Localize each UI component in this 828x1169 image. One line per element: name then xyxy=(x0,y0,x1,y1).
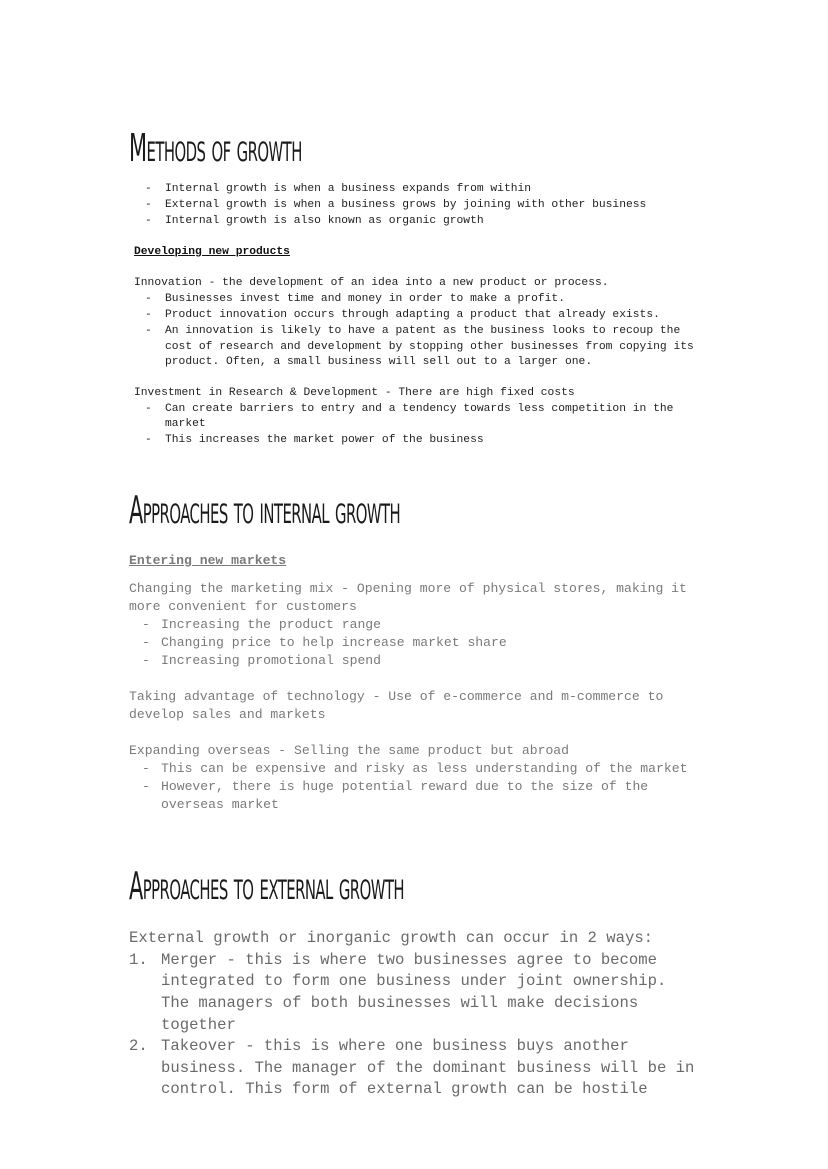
bullet-dash: - xyxy=(145,293,152,305)
bullet-dash: - xyxy=(142,779,150,794)
bullet-dash: - xyxy=(145,183,152,195)
bullet-text: However, there is huge potential reward due to the size of the xyxy=(161,779,649,794)
bullet-text-cont: overseas market xyxy=(161,797,279,812)
bullet-text: Increasing the product range xyxy=(161,617,382,632)
list-number: 1. xyxy=(129,951,148,969)
bullet-text: External growth is when a business grows by joining with other business xyxy=(165,199,647,211)
bullet-text: Changing price to help increase market share xyxy=(161,635,507,650)
bullet-dash: - xyxy=(145,199,152,211)
list-item-cont: integrated to form one business under joint ownership. xyxy=(161,972,667,990)
subheading-entering-new-markets: Entering new markets xyxy=(129,553,287,568)
subheading-developing-new-products: Developing new products xyxy=(134,246,290,258)
list-item-cont: The managers of both businesses will make decisions xyxy=(161,994,639,1012)
bullet-text-cont: cost of research and development by stopping other businesses from copying its xyxy=(165,341,694,353)
bullet-dash: - xyxy=(145,215,152,227)
list-number: 2. xyxy=(129,1037,148,1055)
bullet-text: An innovation is likely to have a patent as the business looks to recoup the xyxy=(165,325,681,337)
bullet-dash: - xyxy=(142,635,150,650)
bullet-text: Can create barriers to entry and a tendency towards less competition in the xyxy=(165,403,674,415)
section-heading-internal-growth: Approaches to internal growth xyxy=(129,488,401,532)
paragraph-technology: Taking advantage of technology - Use of e-commerce and m-commerce to xyxy=(129,689,664,704)
bullet-text: Internal growth is when a business expands from within xyxy=(165,183,532,195)
paragraph-marketing-mix: Changing the marketing mix - Opening more of physical stores, making it xyxy=(129,581,687,596)
list-item-cont: business. The manager of the dominant business will be in xyxy=(161,1059,695,1077)
paragraph-marketing-mix-cont: more convenient for customers xyxy=(129,599,357,614)
bullet-text: Increasing promotional spend xyxy=(161,653,382,668)
bullet-dash: - xyxy=(145,403,152,415)
paragraph-external-intro: External growth or inorganic growth can occur in 2 ways: xyxy=(129,929,654,947)
bullet-text: This increases the market power of the business xyxy=(165,434,484,446)
bullet-text: Businesses invest time and money in order to make a profit. xyxy=(165,293,565,305)
paragraph-technology-cont: develop sales and markets xyxy=(129,707,326,722)
section-heading-external-growth: Approaches to external growth xyxy=(129,864,404,908)
bullet-text-cont: product. Often, a small business will sell out to a larger one. xyxy=(165,356,593,368)
list-item-merger: Merger - this is where two businesses agree to become xyxy=(161,951,657,969)
bullet-dash: - xyxy=(145,309,152,321)
bullet-dash: - xyxy=(142,653,150,668)
bullet-dash: - xyxy=(145,325,152,337)
bullet-dash: - xyxy=(145,434,152,446)
bullet-text: This can be expensive and risky as less understanding of the market xyxy=(161,761,688,776)
paragraph-innovation: Innovation - the development of an idea into a new product or process. xyxy=(134,277,609,289)
section-heading-methods-of-growth: Methods of growth xyxy=(129,126,302,170)
bullet-dash: - xyxy=(142,761,150,776)
bullet-text: Product innovation occurs through adapting a product that already exists. xyxy=(165,309,660,321)
bullet-text-cont: market xyxy=(165,418,206,430)
paragraph-overseas: Expanding overseas - Selling the same product but abroad xyxy=(129,743,570,758)
bullet-text: Internal growth is also known as organic growth xyxy=(165,215,484,227)
list-item-cont: control. This form of external growth can be hostile xyxy=(161,1080,648,1098)
paragraph-investment: Investment in Research & Development - There are high fixed costs xyxy=(134,387,575,399)
list-item-cont: together xyxy=(161,1016,236,1034)
list-item-takeover: Takeover - this is where one business buys another xyxy=(161,1037,629,1055)
bullet-dash: - xyxy=(142,617,150,632)
